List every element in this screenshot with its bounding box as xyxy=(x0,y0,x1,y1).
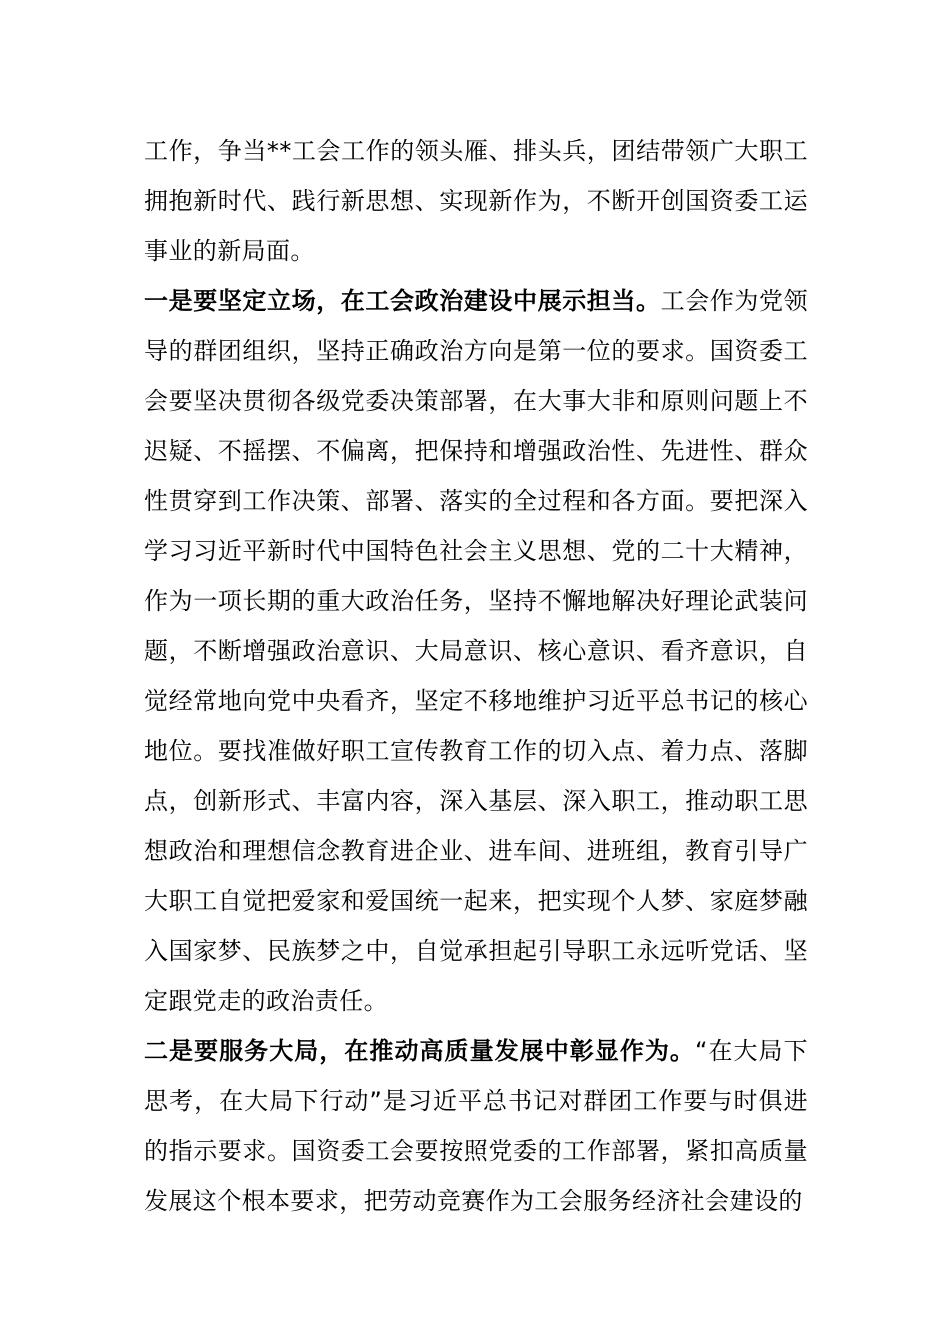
document-body xyxy=(144,126,808,1226)
paragraph-point-one xyxy=(144,276,808,1026)
paragraph-text: 工作，争当**工会工作的领头雁、排头兵，团结带领广大职工拥抱新时代、践行新思想、实现新作为，不断开创国资委工运事业的新局面。 xyxy=(144,137,808,265)
paragraph-text: 工会作为党领导的群团组织，坚持正确政治方向是第一位的要求。国资委工会要坚决贯彻各级党委决策部署，在大事大非和原则问题上不迟疑、不摇摆、不偏离，把保持和增强政治性、先进性、群众性贯穿到工作决策、部署、落实的全过程和各方面。要把深入学习习近平新时代中国特色社会主义思想、党的二十大精神，作为一项长期的重大政治任务，坚持不懈地解决好理论武装问题，不断增强政治意识、大局意识、核心意识、看齐意识，自觉经常地向党中央看齐，坚定不移地维护习近平总书记的核心地位。要找准做好职工宣传教育工作的切入点、着力点、落脚点，创新形式、丰富内容，深入基层、深入职工，推动职工思想政治和理想信念教育进企业、进车间、进班组，教育引导广大职工自觉把爱家和爱国统一起来，把实现个人梦、家庭梦融入国家梦、民族梦之中，自觉承担起引导职工永远听党话、坚定跟党走的政治责任。 xyxy=(144,287,808,1015)
paragraph-text: “在大局下思考，在大局下行动”是习近平总书记对群团工作要与时俱进的指示要求。国资委工会要按照党委的工作部署，紧扣高质量发展这个根本要求，把劳动竞赛作为工会服务经济社会建设的 xyxy=(144,1037,808,1215)
paragraph-continuation xyxy=(144,126,808,276)
paragraph-heading: 一是要坚定立场，在工会政治建设中展示担当。 xyxy=(144,287,661,315)
paragraph-point-two xyxy=(144,1026,808,1226)
paragraph-heading: 二是要服务大局，在推动高质量发展中彰显作为。 xyxy=(144,1037,695,1065)
